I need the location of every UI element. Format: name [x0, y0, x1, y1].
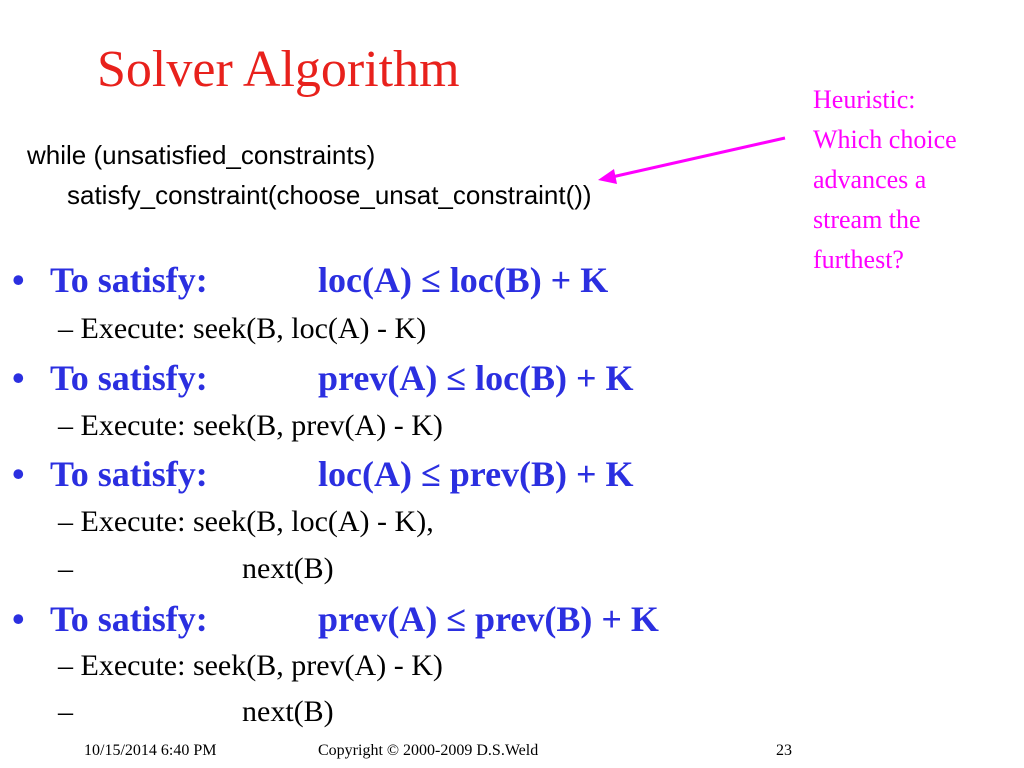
- bullet-label: To satisfy:: [50, 454, 208, 494]
- sub-dash: –: [58, 695, 73, 728]
- note-line: Heuristic:: [813, 85, 916, 114]
- sub-item: – Execute: seek(B, loc(A) - K): [58, 312, 427, 345]
- bullet-dot: •: [12, 358, 25, 398]
- slide-title: Solver Algorithm: [97, 41, 460, 98]
- bullet-dot: •: [12, 599, 25, 639]
- sub-continuation-text: next(B): [242, 695, 334, 728]
- bullet-expression: loc(A) ≤ prev(B) + K: [318, 454, 634, 494]
- note-line: advances a: [813, 165, 927, 194]
- sub-item-continuation: [58, 551, 334, 587]
- code-line-while: while (unsatisfied_constraints): [27, 140, 376, 170]
- bullet-expression: loc(A) ≤ loc(B) + K: [318, 260, 609, 300]
- footer-date: 10/15/2014 6:40 PM: [84, 742, 217, 759]
- bullet-label: To satisfy:: [50, 260, 208, 300]
- sub-item-continuation: [58, 694, 334, 730]
- bullet-expression: prev(A) ≤ prev(B) + K: [318, 599, 659, 639]
- note-line: stream the: [813, 205, 921, 234]
- bullet-item: [12, 452, 634, 496]
- sub-item: – Execute: seek(B, prev(A) - K): [58, 409, 443, 442]
- bullet-dot: •: [12, 454, 25, 494]
- bullet-item: [12, 597, 659, 641]
- bullet-dot: •: [12, 260, 25, 300]
- footer-page-number: 23: [776, 742, 792, 759]
- bullet-label: To satisfy:: [50, 358, 208, 398]
- sub-continuation-text: next(B): [242, 552, 334, 585]
- note-line: Which choice: [813, 125, 957, 154]
- footer-copyright: Copyright © 2000-2009 D.S.Weld: [318, 742, 539, 759]
- code-line-satisfy: satisfy_constraint(choose_unsat_constraint()): [67, 180, 592, 210]
- bullet-expression: prev(A) ≤ loc(B) + K: [318, 358, 634, 398]
- note-line: furthest?: [813, 245, 904, 274]
- bullet-item: [12, 258, 608, 302]
- sub-item: – Execute: seek(B, loc(A) - K),: [58, 505, 434, 538]
- sub-item: – Execute: seek(B, prev(A) - K): [58, 649, 443, 682]
- sub-dash: –: [58, 552, 73, 585]
- bullet-item: [12, 356, 634, 400]
- bullet-label: To satisfy:: [50, 599, 208, 639]
